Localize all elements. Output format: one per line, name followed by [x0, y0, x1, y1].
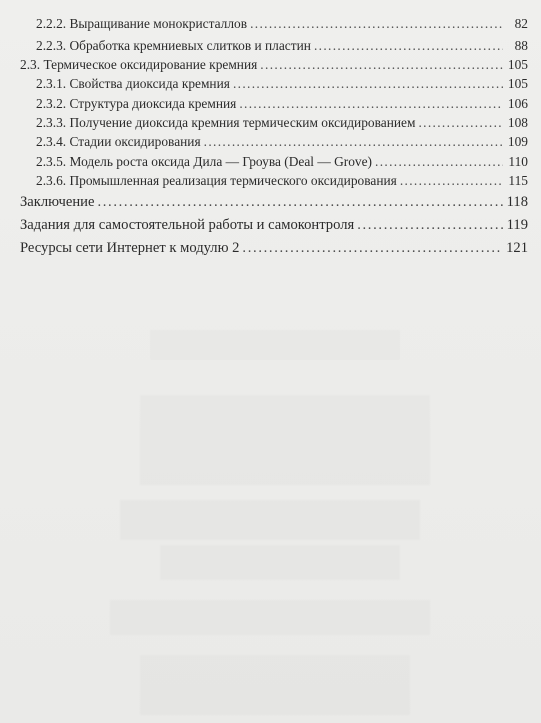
toc-entry-num: 2.3.6. [36, 173, 67, 188]
toc-entry-title: Получение диоксида кремния термическим оксидированием [69, 115, 416, 130]
toc-entry-title: Стадии оксидирования [69, 134, 201, 149]
toc-entry-title: Ресурсы сети Интернет к модулю 2 [20, 240, 240, 256]
leader-dots [357, 217, 503, 233]
toc-entry-page: 109 [507, 134, 528, 149]
leader-dots [260, 57, 503, 73]
toc-entry-num: 2.3. [20, 57, 41, 72]
toc-entry-page: 121 [506, 240, 528, 256]
toc-entry-2-3-1 [36, 76, 528, 92]
leader-dots [400, 173, 503, 189]
toc-entry-title: Промышленная реализация термического оксидирования [69, 173, 397, 188]
leader-dots [250, 16, 503, 32]
toc-entry-2-2-2 [36, 16, 528, 32]
toc-entry-title: Свойства диоксида кремния [69, 76, 230, 91]
bleed-through-block [110, 600, 430, 635]
toc-entry-num: 2.3.1. [36, 76, 67, 91]
toc-entry-2-3-4 [36, 134, 528, 150]
toc-entry-title: Модель роста оксида Дила — Гроува (Deal — Grove) [69, 154, 372, 169]
leader-dots [97, 194, 503, 210]
toc-entry-page: 118 [506, 194, 528, 210]
toc-entry-num: 2.3.2. [36, 96, 67, 111]
toc-entry-tasks [20, 217, 528, 233]
leader-dots [239, 96, 503, 112]
toc-entry-page: 108 [507, 115, 528, 130]
toc-entry-page: 105 [507, 76, 528, 91]
toc-entry-page: 82 [514, 16, 528, 31]
toc-entry-num: 2.3.3. [36, 115, 67, 130]
bleed-through-block [160, 545, 400, 580]
toc-entry-title: Термическое оксидирование кремния [43, 57, 258, 72]
toc-entry-2-3-5 [36, 154, 528, 170]
toc-entry-internet-resources [20, 240, 528, 256]
toc-entry-2-3-3 [36, 115, 528, 131]
bleed-through-block [150, 330, 400, 360]
toc-entry-title: Задания для самостоятельной работы и самоконтроля [20, 217, 355, 233]
toc-entry-page: 106 [507, 96, 528, 111]
toc-entry-num: 2.2.2. [36, 16, 67, 31]
leader-dots [242, 240, 503, 256]
toc-entry-num: 2.3.5. [36, 154, 67, 169]
toc-entry-2-3-2 [36, 96, 528, 112]
leader-dots [204, 134, 503, 150]
toc-entry-2-3 [20, 57, 528, 73]
toc-entry-title: Структура диоксида кремния [69, 96, 237, 111]
toc-entry-conclusion [20, 194, 528, 210]
toc-entry-2-2-3 [36, 38, 528, 54]
toc-entry-title: Заключение [20, 194, 95, 210]
toc-entry-page: 119 [506, 217, 528, 233]
bleed-through-block [120, 500, 420, 540]
toc-entry-num: 2.2.3. [36, 38, 67, 53]
leader-dots [375, 154, 503, 170]
leader-dots [314, 38, 503, 54]
toc-entry-page: 88 [514, 38, 528, 53]
toc-entry-title: Выращивание монокристаллов [69, 16, 248, 31]
toc-entry-num: 2.3.4. [36, 134, 67, 149]
bleed-through-block [140, 395, 430, 485]
toc-entry-2-3-6 [36, 173, 528, 189]
toc-entry-page: 110 [508, 154, 528, 169]
bleed-through-block [140, 655, 410, 715]
leader-dots [233, 76, 503, 92]
toc-entry-page: 105 [507, 57, 528, 72]
leader-dots [418, 115, 503, 131]
toc-entry-page: 115 [508, 173, 528, 188]
toc-entry-title: Обработка кремниевых слитков и пластин [69, 38, 311, 53]
